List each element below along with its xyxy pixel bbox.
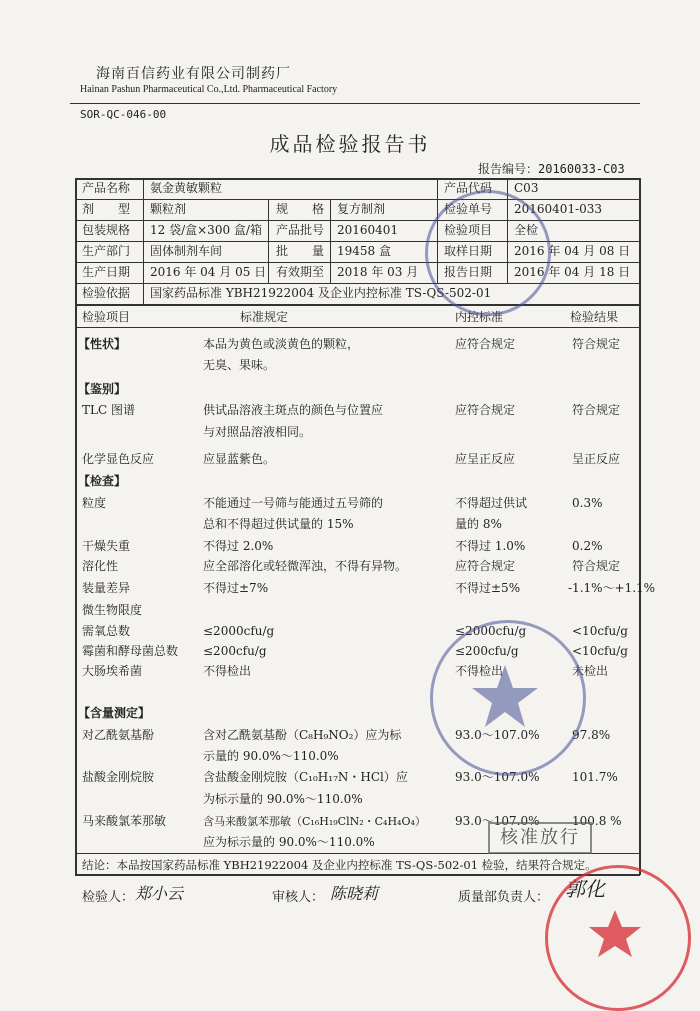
section-identification: 【鉴别】 bbox=[78, 382, 127, 396]
ecoli-result: 未检出 bbox=[572, 664, 609, 678]
ecoli-std: 不得检出 bbox=[203, 664, 252, 678]
dept-value: 固体制剂车间 bbox=[150, 244, 223, 258]
microbe-item: 微生物限度 bbox=[82, 603, 143, 617]
paracetamol-result: 97.8% bbox=[572, 728, 611, 742]
chlorphen-std-2: 应为标示量的 90.0%～110.0% bbox=[203, 835, 375, 849]
items-label: 检验项目 bbox=[444, 223, 493, 237]
granularity-item: 粒度 bbox=[82, 496, 107, 510]
sample-date-label: 取样日期 bbox=[444, 244, 493, 258]
conclusion: 结论：本品按国家药品标准 YBH21922004 及企业内控标准 TS-QS-502-01 检验，结果符合规定。 bbox=[82, 858, 597, 872]
reviewer-label: 审核人： bbox=[272, 890, 325, 905]
tlc-result: 符合规定 bbox=[572, 403, 621, 417]
chlorphen-item: 马来酸氯苯那敏 bbox=[82, 814, 167, 828]
qc-stamp-top bbox=[425, 190, 551, 316]
appearance-std-1: 本品为黄色或淡黄色的颗粒， bbox=[203, 337, 360, 351]
aerobic-std: ≤2000cfu/g bbox=[203, 624, 275, 638]
tlc-item: TLC 图谱 bbox=[82, 403, 135, 417]
section-assay: 【含量测定】 bbox=[78, 706, 151, 720]
amantadine-item: 盐酸金刚烷胺 bbox=[82, 770, 155, 784]
star-icon bbox=[430, 620, 580, 770]
col-item-header: 检验项目 bbox=[82, 310, 131, 324]
solubility-result: 符合规定 bbox=[572, 559, 621, 573]
color-std: 应显蓝紫色。 bbox=[203, 452, 276, 466]
paracetamol-std-1: 含对乙酰氨基酚（C₈H₉NO₂）应为标 bbox=[203, 728, 402, 742]
document-code: SOR-QC-046-00 bbox=[80, 108, 167, 121]
expiry-label: 有效期至 bbox=[276, 265, 325, 279]
mold-item: 霉菌和酵母菌总数 bbox=[82, 644, 179, 658]
solubility-std: 应全部溶化或轻微浑浊，不得有异物。 bbox=[203, 559, 408, 573]
solubility-item: 溶化性 bbox=[82, 559, 119, 573]
spec-label: 规 格 bbox=[276, 202, 325, 216]
qty-label: 批 量 bbox=[276, 244, 325, 258]
batch-value: 20160401 bbox=[337, 223, 399, 237]
header-divider bbox=[70, 103, 640, 104]
section-check: 【检查】 bbox=[78, 474, 127, 488]
loading-item: 装量差异 bbox=[82, 581, 131, 595]
dept-label: 生产部门 bbox=[82, 244, 131, 258]
paracetamol-std-2: 示量的 90.0%～110.0% bbox=[203, 749, 339, 763]
product-code-value: C03 bbox=[514, 181, 539, 195]
appearance-internal: 应符合规定 bbox=[455, 337, 516, 351]
inspect-no-value: 20160401-033 bbox=[514, 202, 603, 216]
tlc-std-2: 与对照品溶液相同。 bbox=[203, 425, 312, 439]
amantadine-internal: 93.0～107.0% bbox=[455, 770, 540, 784]
granularity-internal-1: 不得超过供试 bbox=[455, 496, 528, 510]
product-name-value: 氨金黄敏颗粒 bbox=[150, 181, 223, 195]
report-date-value: 2016 年 04 月 18 日 bbox=[514, 265, 631, 279]
amantadine-result: 101.7% bbox=[572, 770, 618, 784]
qa-label: 质量部负责人： bbox=[458, 890, 550, 905]
prod-date-value: 2016 年 04 月 05 日 bbox=[150, 265, 267, 279]
ecoli-item: 大肠埃希菌 bbox=[82, 664, 143, 678]
tlc-internal: 应符合规定 bbox=[455, 403, 516, 417]
granularity-std-2: 总和不得超过供试量的 15% bbox=[203, 517, 354, 531]
drying-item: 干燥失重 bbox=[82, 539, 131, 553]
basis-label: 检验依据 bbox=[82, 286, 131, 300]
color-item: 化学显色反应 bbox=[82, 452, 155, 466]
col-result-header: 检验结果 bbox=[570, 310, 619, 324]
aerobic-item: 需氧总数 bbox=[82, 624, 131, 638]
spec-value: 复方制剂 bbox=[337, 202, 386, 216]
package-label: 包装规格 bbox=[82, 223, 131, 237]
inspector-signature: 郑小云 bbox=[135, 884, 184, 903]
tlc-std-1: 供试品溶液主斑点的颜色与位置应 bbox=[203, 403, 384, 417]
chlorphen-std-1: 含马来酸氯苯那敏（C₁₆H₁₉ClN₂・C₄H₄O₄） bbox=[203, 815, 426, 828]
granularity-result: 0.3% bbox=[572, 496, 603, 510]
qa-stamp-bottom bbox=[545, 865, 691, 1011]
batch-label: 产品批号 bbox=[276, 223, 325, 237]
report-title: 成品检验报告书 bbox=[269, 132, 431, 156]
loading-result: -1.1%～+1.1% bbox=[568, 581, 656, 595]
form-label: 剂 型 bbox=[82, 202, 131, 216]
mold-std: ≤200cfu/g bbox=[203, 644, 267, 658]
company-name-en: Hainan Pashun Pharmaceutical Co.,Ltd. Pharmaceutical Factory bbox=[80, 84, 338, 95]
solubility-internal: 应符合规定 bbox=[455, 559, 516, 573]
drying-internal: 不得过 1.0% bbox=[455, 539, 526, 553]
prod-date-label: 生产日期 bbox=[82, 265, 131, 279]
chlorphen-internal: 93.0～107.0% bbox=[455, 814, 540, 828]
qty-value: 19458 盒 bbox=[337, 244, 391, 258]
aerobic-result: <10cfu/g bbox=[572, 624, 628, 638]
drying-result: 0.2% bbox=[572, 539, 603, 553]
qa-signature: 郭化 bbox=[565, 877, 605, 901]
inspect-no-label: 检验单号 bbox=[444, 202, 493, 216]
chlorphen-result: 100.8 % bbox=[572, 814, 622, 828]
granularity-internal-2: 量的 8% bbox=[455, 517, 502, 531]
mold-internal: ≤200cfu/g bbox=[455, 644, 519, 658]
reviewer-signature: 陈晓莉 bbox=[330, 884, 379, 903]
product-code-label: 产品代码 bbox=[444, 181, 493, 195]
amantadine-std-2: 为标示量的 90.0%～110.0% bbox=[203, 792, 363, 806]
form-value: 颗粒剂 bbox=[150, 202, 187, 216]
appearance-std-2: 无臭、果味。 bbox=[203, 358, 276, 372]
color-internal: 应呈正反应 bbox=[455, 452, 516, 466]
package-value: 12 袋/盒×300 盒/箱 bbox=[150, 223, 262, 237]
appearance-result: 符合规定 bbox=[572, 337, 621, 351]
col-internal-header: 内控标准 bbox=[455, 310, 504, 324]
col-standard-header: 标准规定 bbox=[240, 310, 289, 324]
ecoli-internal: 不得检出 bbox=[455, 664, 504, 678]
loading-internal: 不得过±5% bbox=[455, 581, 521, 595]
amantadine-std-1: 含盐酸金刚烷胺（C₁₀H₁₇N・HCl）应 bbox=[203, 770, 408, 784]
granularity-std-1: 不能通过一号筛与能通过五号筛的 bbox=[203, 496, 384, 510]
basis-value: 国家药品标准 YBH21922004 及企业内控标准 TS-QS-502-01 bbox=[150, 286, 492, 300]
report-date-label: 报告日期 bbox=[444, 265, 493, 279]
loading-std: 不得过±7% bbox=[203, 581, 269, 595]
inspector-label: 检验人： bbox=[82, 890, 135, 905]
report-number: 报告编号：20160033-C03 bbox=[478, 162, 625, 176]
color-result: 呈正反应 bbox=[572, 452, 621, 466]
drying-std: 不得过 2.0% bbox=[203, 539, 274, 553]
paracetamol-internal: 93.0～107.0% bbox=[455, 728, 540, 742]
star-icon bbox=[545, 865, 685, 1005]
sample-date-value: 2016 年 04 月 08 日 bbox=[514, 244, 631, 258]
release-stamp: 核准放行 bbox=[488, 822, 592, 854]
product-name-label: 产品名称 bbox=[82, 181, 131, 195]
paracetamol-item: 对乙酰氨基酚 bbox=[82, 728, 155, 742]
aerobic-internal: ≤2000cfu/g bbox=[455, 624, 527, 638]
expiry-value: 2018 年 03 月 bbox=[337, 265, 419, 279]
section-appearance: 【性状】 bbox=[78, 337, 127, 351]
qc-stamp-middle bbox=[430, 620, 586, 776]
items-value: 全检 bbox=[514, 223, 539, 237]
mold-result: <10cfu/g bbox=[572, 644, 628, 658]
company-name-cn: 海南百信药业有限公司制药厂 bbox=[96, 66, 291, 82]
